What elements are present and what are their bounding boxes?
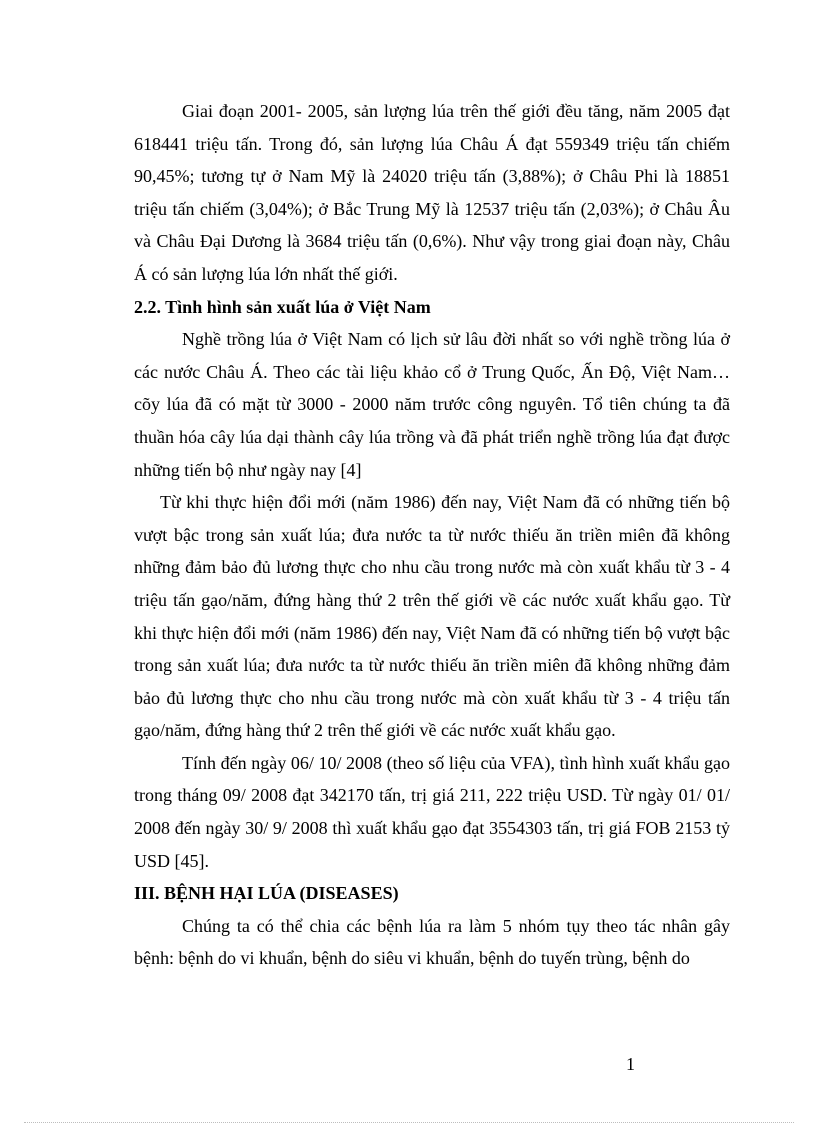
paragraph-rice-export: Tính đến ngày 06/ 10/ 2008 (theo số liệu của VFA), tình hình xuất khẩu gạo trong tháng 09/ 2008 đạt 342170 tấn, trị giá 211, 222 triệu USD. Từ ngày 01/ 01/ 2008 đến ngày 30/ 9/ 2008 thì xuất khẩu gạo đạt 3554303 tấn, trị giá FOB 2153 tỷ USD [45]. (134, 752, 730, 871)
page-body (134, 95, 730, 975)
section-heading-rice-diseases: III. BỆNH HẠI LÚA (DISEASES) (134, 883, 399, 904)
paragraph-world-rice-production: Giai đoạn 2001- 2005, sản lượng lúa trên thế giới đều tăng, năm 2005 đạt 618441 triệu tấn. Trong đó, sản lượng lúa Châu Á đạt 559349 triệu tấn chiếm 90,45%; tương tự ở Nam Mỹ là 24020 triệu tấn (3,88%); ở Châu Phi là 18851 triệu tấn chiếm (3,04%); ở Bắc Trung Mỹ là 12537 triệu tấn (2,03%); ở Châu Âu và Châu Đại Dương là 3684 triệu tấn (0,6%). Như vậy trong giai đoạn này, Châu Á có sản lượng lúa lớn nhất thế giới. (134, 101, 730, 284)
page-number: 1 (626, 1054, 635, 1074)
paragraph-rice-history: Nghề trồng lúa ở Việt Nam có lịch sử lâu đời nhất so với nghề trồng lúa ở các nước Châu Á. Theo các tài liệu khảo cổ ở Trung Quốc, Ấn Độ, Việt Nam…cõy lúa đã có mặt từ 3000 - 2000 năm trước công nguyên. Tổ tiên chúng ta đã thuần hóa cây lúa dại thành cây lúa trồng và đã phát triển nghề trồng lúa đạt được những tiến bộ như ngày nay [4] (134, 329, 730, 480)
paragraph-doi-moi: Từ khi thực hiện đổi mới (năm 1986) đến nay, Việt Nam đã có những tiến bộ vượt bậc trong sản xuất lúa; đưa nước ta từ nước thiếu ăn triền miên đã không những đảm bảo đủ lương thực cho nhu cầu trong nước mà còn xuất khẩu từ 3 - 4 triệu tấn gạo/năm, đứng hàng thứ 2 trên thế giới về các nước xuất khẩu gạo. Từ khi thực hiện đổi mới (năm 1986) đến nay, Việt Nam đã có những tiến bộ vượt bậc trong sản xuất lúa; đưa nước ta từ nước thiếu ăn triền miên đã không những đảm bảo đủ lương thực cho nhu cầu trong nước mà còn xuất khẩu từ 3 - 4 triệu tấn gạo/năm, đứng hàng thứ 2 trên thế giới về các nước xuất khẩu gạo. (134, 492, 730, 741)
paragraph-disease-groups: Chúng ta có thể chia các bệnh lúa ra làm 5 nhóm tụy theo tác nhân gây bệnh: bệnh do vi khuẩn, bệnh do siêu vi khuẩn, bệnh do tuyến trùng, bệnh do (134, 915, 730, 969)
section-heading-vietnam-rice: 2.2. Tình hình sản xuất lúa ở Việt Nam (134, 296, 431, 317)
